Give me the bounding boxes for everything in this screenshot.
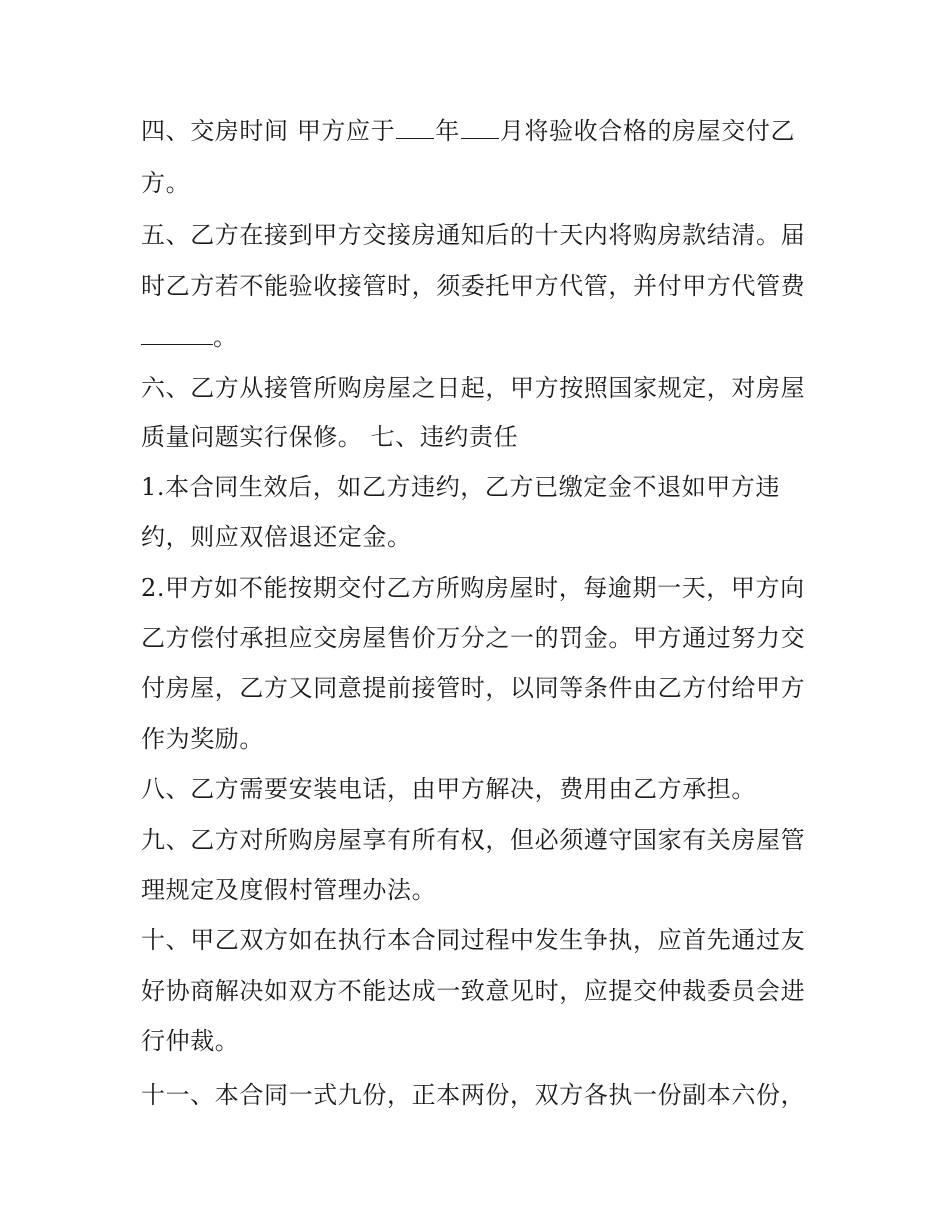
clause-5-period: 。 (213, 323, 238, 351)
clause-4-text-b: 年 (435, 117, 460, 145)
clause-7-item-2-line-2: 乙方偿付承担应交房屋售价万分之一的罚金。甲方通过努力交 (141, 624, 806, 652)
clause-7-item-2-line-1: 2.甲方如不能按期交付乙方所购房屋时，每逾期一天，甲方向 (141, 574, 805, 602)
clause-5-line-2: 时乙方若不能验收接管时，须委托甲方代管，并付甲方代管费 (141, 272, 806, 300)
clause-7-item-1-line-1: 1.本合同生效后，如乙方违约，乙方已缴定金不退如甲方违 (141, 473, 781, 501)
clause-7-item-2-line-3: 付房屋，乙方又同意提前接管时，以同等条件由乙方付给甲方 (141, 674, 806, 702)
year-blank (396, 116, 434, 139)
clause-10-line-1: 十、甲乙双方如在执行本合同过程中发生争执，应首先通过友 (141, 926, 806, 954)
clause-5-line-1: 五、乙方在接到甲方交接房通知后的十天内将购房款结清。届 (141, 221, 806, 249)
clause-4-line-1 (141, 116, 795, 146)
custody-fee-blank (141, 322, 213, 345)
clause-6-line-1: 六、乙方从接管所购房屋之日起，甲方按照国家规定，对房屋 (141, 374, 806, 402)
clause-4-text-c: 月将验收合格的房屋交付乙 (499, 117, 796, 145)
clause-4-line-2: 方。 (141, 169, 191, 197)
clause-6-line-2: 质量问题实行保修。 七、违约责任 (141, 423, 519, 451)
clause-10-line-2: 好协商解决如双方不能达成一致意见时，应提交仲裁委员会进 (141, 977, 806, 1005)
clause-9-line-2: 理规定及度假村管理办法。 (141, 876, 437, 904)
clause-5-line-3 (141, 322, 238, 352)
clause-7-item-2-line-4: 作为奖励。 (141, 725, 264, 753)
month-blank (461, 116, 499, 139)
clause-11-line-1: 十一、本合同一式九份，正本两份，双方各执一份副本六份， (141, 1081, 806, 1109)
clause-4-text-a: 四、交房时间 甲方应于 (141, 117, 396, 145)
clause-10-line-3: 行仲裁。 (141, 1027, 240, 1055)
clause-7-item-1-line-2: 约，则应双倍退还定金。 (141, 523, 412, 551)
clause-9-line-1: 九、乙方对所购房屋享有所有权，但必须遵守国家有关房屋管 (141, 826, 806, 854)
clause-8-line-1: 八、乙方需要安装电话，由甲方解决，费用由乙方承担。 (141, 775, 756, 803)
